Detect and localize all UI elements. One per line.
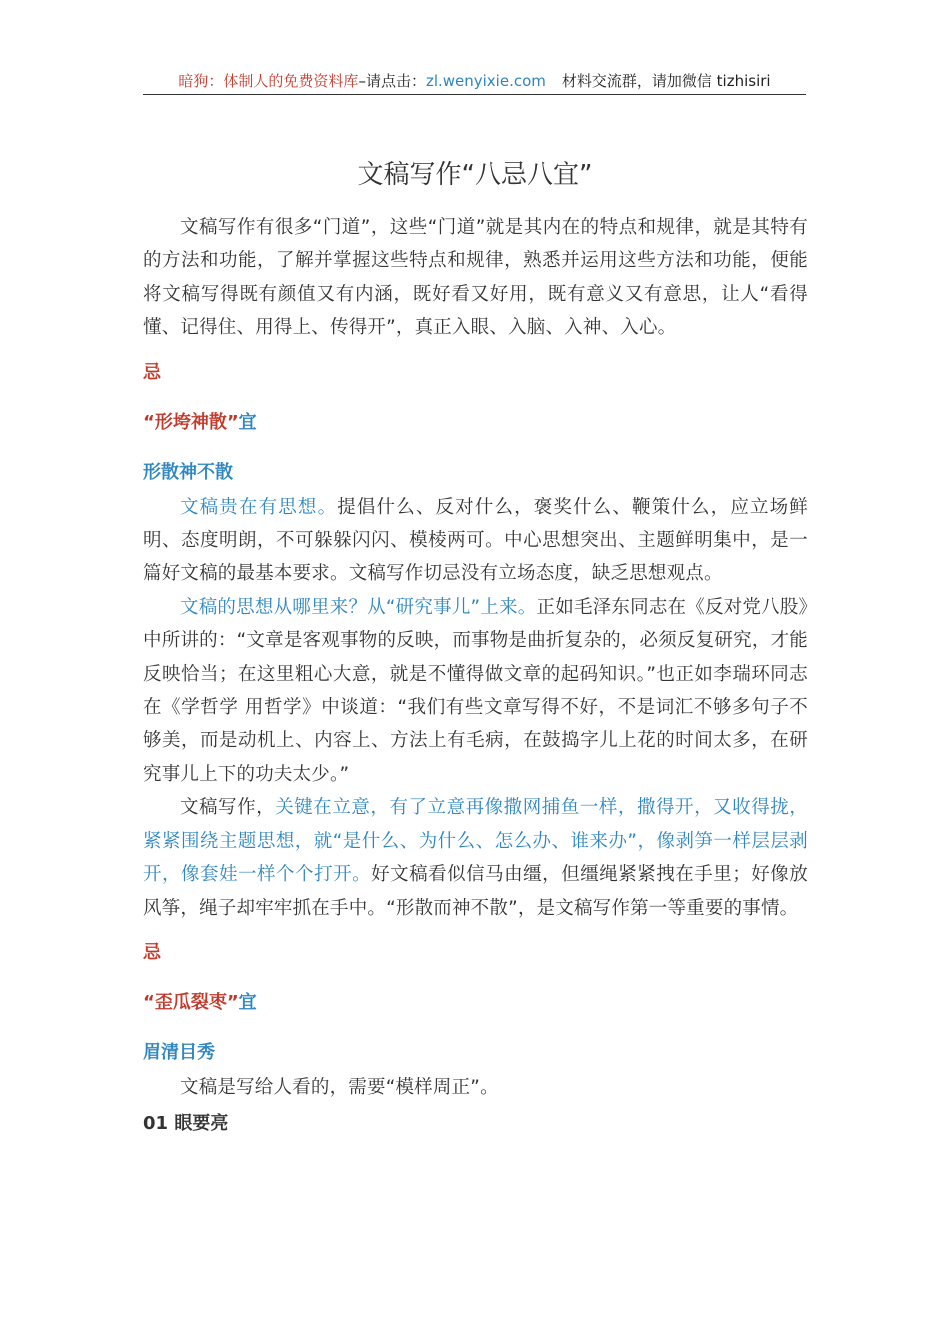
section1-p2-text: 正如毛泽东同志在《反对党八股》中所讲的：“文章是客观事物的反映，而事物是曲折复杂的，必须反复研究，才能反映恰当；在这里粗心大意，就是不懂得做文章的起码知识。”也正如李瑞环同志在《学哲学 用哲学》中谈道：“我们有些文章写得不好，不是词汇不够多句子不够美，而是动机上、内容上、方法上有毛病，在鼓捣字儿上花的时间太多，在研究事儿上下的功夫太少。” [143, 596, 808, 785]
page-header [143, 70, 806, 95]
section2-ji-label: 忌 [143, 941, 161, 963]
section1-ji-label: 忌 [143, 361, 161, 383]
header-contact: 材料交流群，请加微信 tizhisiri [561, 72, 771, 90]
header-site-name: 暗狗：体制人的免费资料库 [178, 72, 359, 90]
section2-yi-label: 宜 [238, 991, 257, 1013]
section1-paragraph-3 [143, 791, 808, 925]
section1-yi-label: 宜 [238, 411, 257, 433]
section1-subtitle: 形散神不散 [143, 461, 233, 483]
section2-item-1: 01 眼要亮 [143, 1113, 229, 1135]
section1-p2-highlight: 文稿的思想从哪里来？从“研究事儿”上来。 [180, 596, 537, 618]
section1-p3-start: 文稿写作， [180, 797, 276, 819]
section1-paragraph-2 [143, 591, 808, 791]
section1-p3-text: 好文稿看似信马由缰，但缰绳紧紧拽在手里；好像放风筝，绳子却牢牢抓在手中。“形散而神不散”，是文稿写作第一等重要的事情。 [143, 864, 808, 919]
header-link[interactable]: zl.wenyixie.com [425, 72, 546, 90]
document-title: 文稿写作“八忌八宜” [357, 160, 593, 190]
section2-subtitle: 眉清目秀 [143, 1041, 215, 1063]
section1-paragraph-1 [143, 491, 808, 591]
section1-bad-phrase: “形垮神散” [143, 411, 239, 433]
section1-p3-highlight: 关键在立意，有了立意再像撒网捕鱼一样，撒得开，又收得拢，紧紧围绕主题思想，就“是什么、为什么、怎么办、谁来办”，像剥笋一样层层剥开，像套娃一样个个打开。 [143, 797, 808, 886]
section1-p1-highlight: 文稿贵在有思想。 [180, 496, 338, 518]
intro-paragraph: 文稿写作有很多“门道”，这些“门道”就是其内在的特点和规律，就是其特有的方法和功能，了解并掌握这些特点和规律，熟悉并运用这些方法和功能，便能将文稿写得既有颜值又有内涵，既好看又好用，既有意义又有意思，让人“看得懂、记得住、用得上、传得开”，真正入眼、入脑、入神、入心。 [143, 217, 808, 339]
document-body [143, 211, 808, 1136]
section2-heading [143, 991, 808, 1015]
section2-bad-phrase: “歪瓜裂枣” [143, 991, 239, 1013]
header-click-prompt: –请点击： [358, 72, 426, 90]
section2-paragraph-1: 文稿是写给人看的，需要“模样周正”。 [180, 1076, 499, 1098]
section1-p1-text: 提倡什么、反对什么，褒奖什么、鞭策什么，应立场鲜明、态度明朗，不可躲躲闪闪、模棱两可。中心思想突出、主题鲜明集中，是一篇好文稿的最基本要求。文稿写作切忌没有立场态度，缺乏思想观点。 [143, 496, 808, 585]
section1-heading [143, 411, 808, 435]
